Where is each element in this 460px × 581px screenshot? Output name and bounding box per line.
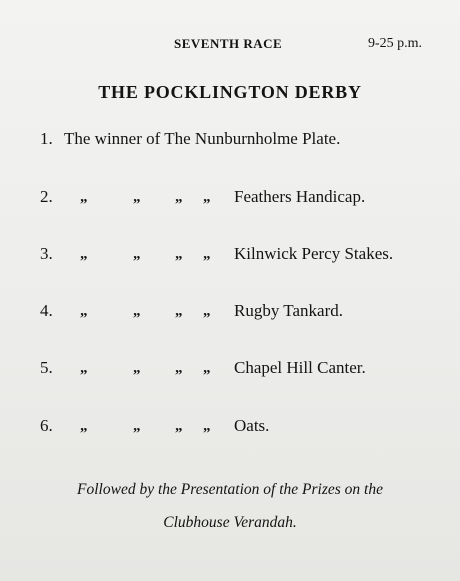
race-number: 1. bbox=[40, 129, 53, 148]
ditto-mark: „ bbox=[175, 303, 182, 319]
ditto-mark: „ bbox=[203, 246, 210, 262]
page-title: THE POCKLINGTON DERBY bbox=[98, 82, 362, 102]
race-label: SEVENTH RACE bbox=[174, 36, 283, 51]
ditto-mark: „ bbox=[203, 303, 210, 319]
race-number: 5. bbox=[40, 358, 53, 377]
ditto-mark: „ bbox=[133, 246, 140, 262]
ditto-mark: „ bbox=[203, 360, 210, 376]
ditto-mark: „ bbox=[80, 189, 87, 205]
race-title: Rugby Tankard. bbox=[234, 301, 343, 320]
race-title: Feathers Handicap. bbox=[234, 187, 366, 206]
race-entry bbox=[40, 187, 450, 211]
race-title: The winner of The Nunburnholme Plate. bbox=[64, 129, 341, 148]
ditto-mark: „ bbox=[175, 246, 182, 262]
ditto-mark: „ bbox=[203, 418, 210, 434]
race-number: 3. bbox=[40, 244, 53, 263]
ditto-mark: „ bbox=[80, 303, 87, 319]
race-entry bbox=[40, 244, 450, 268]
race-entry bbox=[40, 301, 450, 325]
ditto-mark: „ bbox=[175, 418, 182, 434]
ditto-mark: „ bbox=[133, 418, 140, 434]
race-number: 4. bbox=[40, 301, 53, 320]
ditto-mark: „ bbox=[80, 418, 87, 434]
race-title: Oats. bbox=[234, 416, 270, 435]
ditto-mark: „ bbox=[203, 189, 210, 205]
ditto-mark: „ bbox=[80, 360, 87, 376]
ditto-mark: „ bbox=[133, 303, 140, 319]
ditto-mark: „ bbox=[133, 360, 140, 376]
race-entry bbox=[40, 358, 450, 382]
ditto-mark: „ bbox=[175, 189, 182, 205]
race-title: Kilnwick Percy Stakes. bbox=[234, 244, 394, 263]
ditto-mark: „ bbox=[175, 360, 182, 376]
race-number: 6. bbox=[40, 416, 53, 435]
race-number: 2. bbox=[40, 187, 53, 206]
footer-note-line-2: Clubhouse Verandah. bbox=[163, 514, 297, 531]
race-title: Chapel Hill Canter. bbox=[234, 358, 366, 377]
race-header bbox=[0, 36, 460, 56]
race-time: 9-25 p.m. bbox=[368, 36, 423, 51]
race-entry bbox=[40, 129, 450, 153]
footer-note-line-1: Followed by the Presentation of the Prizes on the bbox=[77, 481, 383, 498]
ditto-mark: „ bbox=[133, 189, 140, 205]
race-entry bbox=[40, 416, 450, 440]
ditto-mark: „ bbox=[80, 246, 87, 262]
show-through-text bbox=[25, 140, 36, 177]
